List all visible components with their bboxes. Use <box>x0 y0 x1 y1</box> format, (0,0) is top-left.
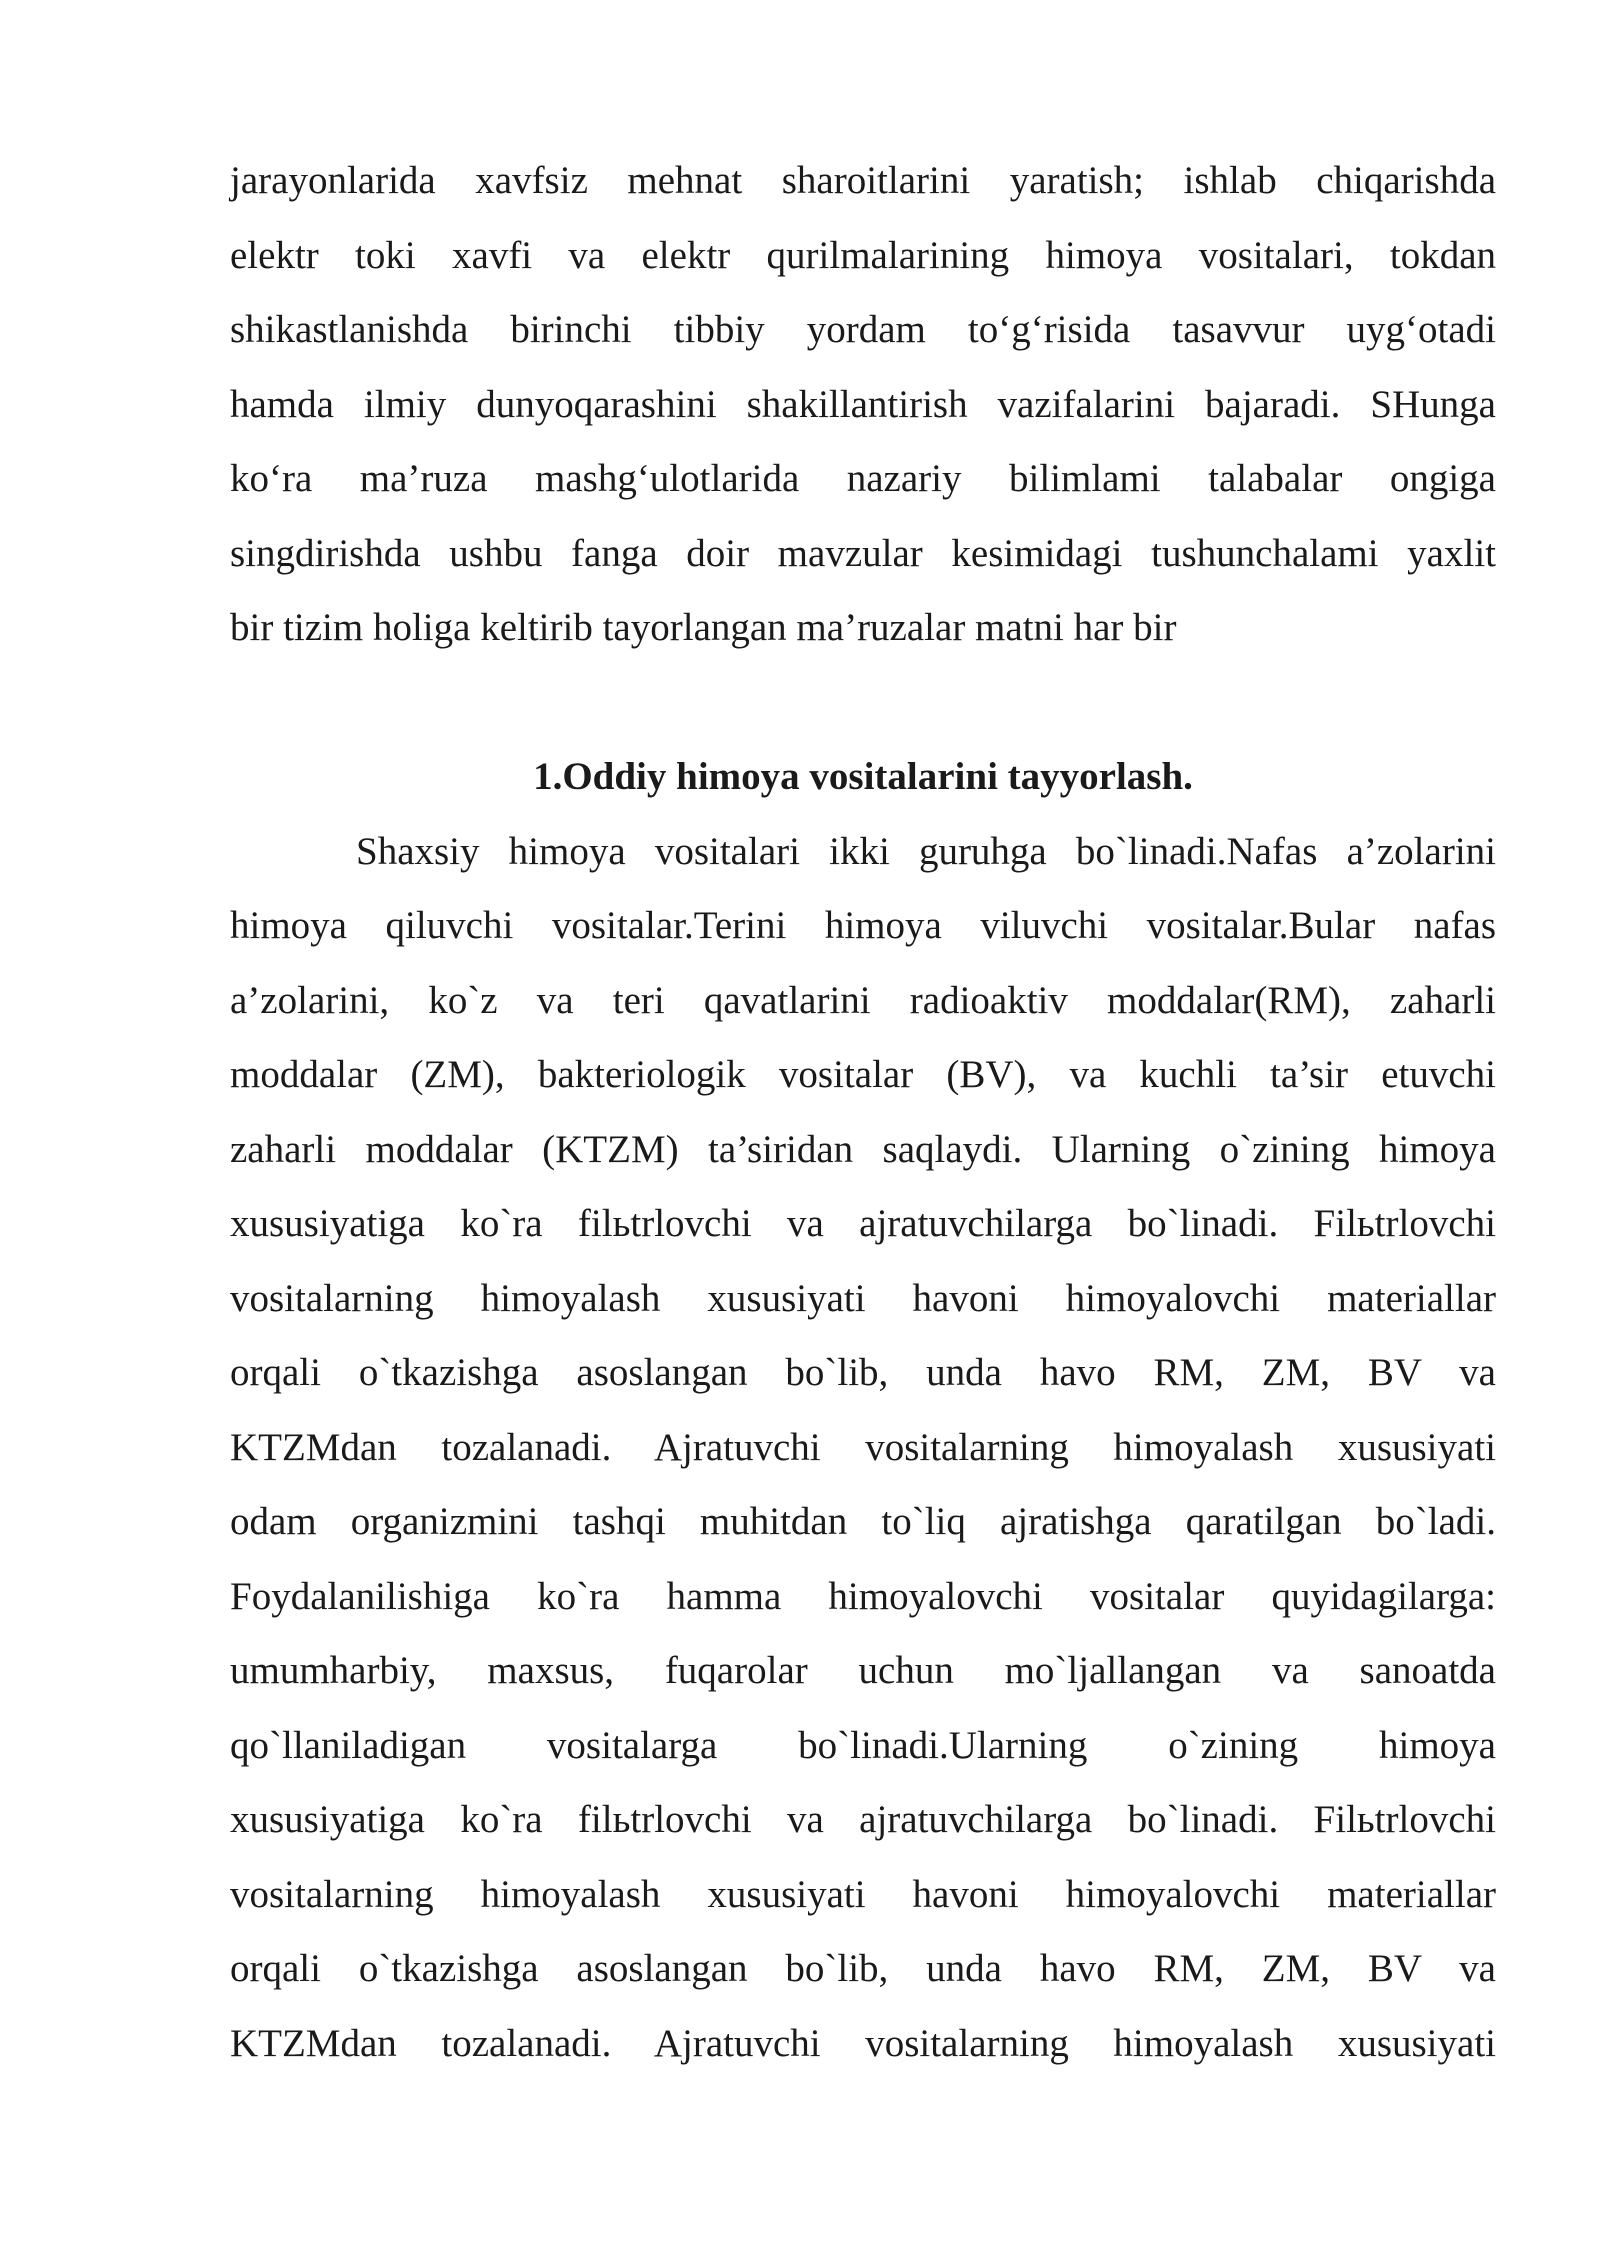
body-paragraph <box>230 815 1496 2082</box>
text-line: bir tizim holiga keltirib tayorlangan ma’ruzalar matni har bir <box>230 606 1177 649</box>
text-line: jarayonlarida xavfsiz mehnat sharoitlarini yaratish; ishlab chiqarishda <box>230 159 1496 202</box>
text-line: singdirishda ushbu fanga doir mavzular kesimidagi tushunchalami yaxlit <box>230 531 1496 575</box>
text-line: xususiyatiga ko`ra filьtrlovchi va ajratuvchilarga bo`linadi. Filьtrlovchi <box>230 1202 1496 1245</box>
text-line: xususiyatiga ko`ra filьtrlovchi va ajratuvchilarga bo`linadi. Filьtrlovchi <box>230 1798 1496 1841</box>
text-line: shikastlanishda birinchi tibbiy yordam to‘g‘risida tasavvur uyg‘otadi <box>230 308 1496 351</box>
blank-line <box>230 666 1496 741</box>
text-line: KTZMdan tozalanadi. Ajratuvchi vositalarning himoyalash xususiyati <box>230 1425 1496 1469</box>
section-heading: 1.Oddiy himoya vositalarini tayyorlash. <box>533 755 1193 798</box>
text-line: odam organizmini tashqi muhitdan to`liq ajratishga qaratilgan bo`ladi. <box>230 1500 1496 1543</box>
text-line: Foydalanilishiga ko`ra hamma himoyalovchi vositalar quyidagilarga: <box>230 1574 1496 1618</box>
text-line: moddalar (ZM), bakteriologik vositalar (BV), va kuchli ta’sir etuvchi <box>230 1053 1496 1096</box>
intro-paragraph <box>230 144 1496 666</box>
text-line: Shaxsiy himoya vositalari ikki guruhga bo`linadi.Nafas a’zolarini <box>356 829 1496 873</box>
text-line: vositalarning himoyalash xususiyati havoni himoyalovchi materiallar <box>230 1872 1496 1916</box>
text-line: vositalarning himoyalash xususiyati havoni himoyalovchi materiallar <box>230 1276 1496 1320</box>
text-line: orqali o`tkazishga asoslangan bo`lib, unda havo RM, ZM, BV va <box>230 1351 1496 1394</box>
text-line: hamda ilmiy dunyoqarashini shakillantirish vazifalarini bajaradi. SHunga <box>230 382 1496 426</box>
text-line: a’zolarini, ko`z va teri qavatlarini radioaktiv moddalar(RM), zaharli <box>230 978 1496 1022</box>
document-page <box>230 144 1496 2081</box>
text-line: KTZMdan tozalanadi. Ajratuvchi vositalarning himoyalash xususiyati <box>230 2021 1496 2065</box>
text-line: elektr toki xavfi va elektr qurilmalarining himoya vositalari, tokdan <box>230 233 1496 277</box>
text-line: ko‘ra ma’ruza mashg‘ulotlarida nazariy bilimlami talabalar ongiga <box>230 457 1496 500</box>
text-line: qo`llaniladigan vositalarga bo`linadi.Ularning o`zining himoya <box>230 1723 1496 1767</box>
text-line: zaharli moddalar (KTZM) ta’siridan saqlaydi. Ularning o`zining himoya <box>230 1127 1496 1171</box>
text-line: orqali o`tkazishga asoslangan bo`lib, unda havo RM, ZM, BV va <box>230 1947 1496 1990</box>
text-line: himoya qiluvchi vositalar.Terini himoya viluvchi vositalar.Bular nafas <box>230 904 1496 947</box>
text-line: umumharbiy, maxsus, fuqarolar uchun mo`ljallangan va sanoatda <box>230 1649 1496 1692</box>
